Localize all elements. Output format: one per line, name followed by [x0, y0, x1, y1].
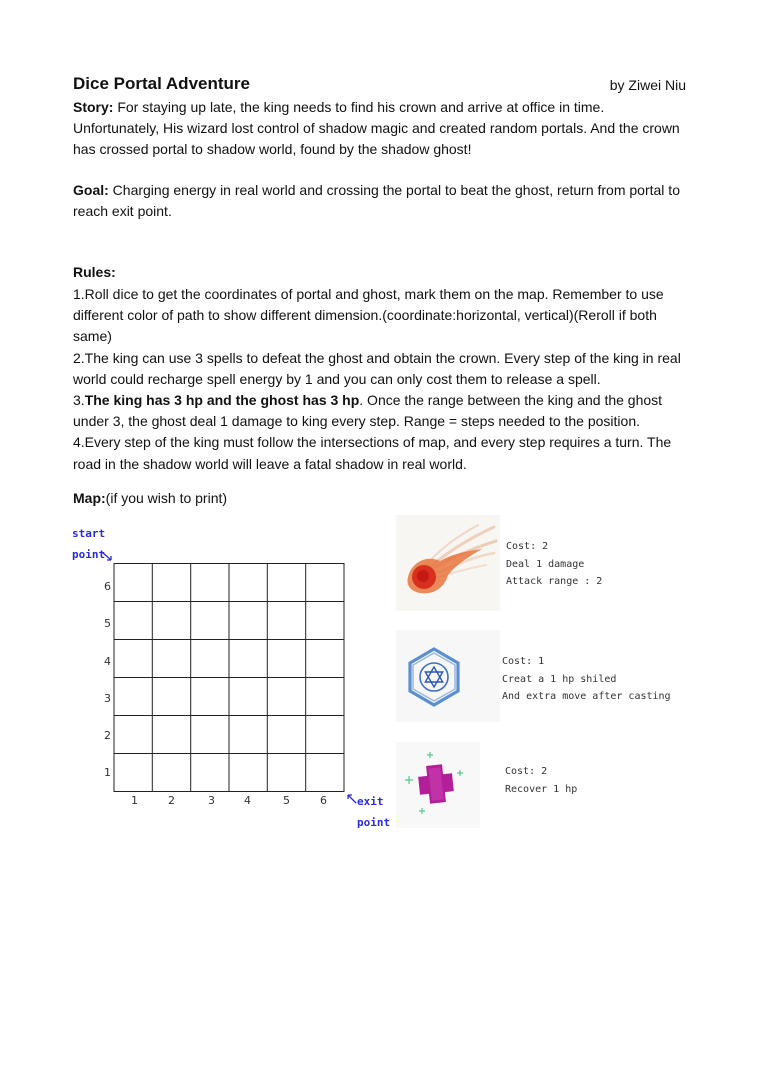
x-tick: 3 — [208, 794, 215, 807]
fire-spell-info — [506, 538, 602, 591]
map-grid[interactable] — [112, 562, 348, 794]
rules-heading: Rules: — [73, 264, 116, 280]
shield-spell-extra: And extra move after casting — [502, 691, 671, 702]
rule-4: 4.Every step of the king must follow the intersections of map, and every step requires a turn. The road in the shadow world will leave a fatal shadow in real world. — [73, 434, 672, 472]
heal-spell-effect: Recover 1 hp — [505, 783, 578, 795]
fire-spell-cost: Cost: 2 — [506, 541, 549, 552]
map-heading — [73, 490, 227, 506]
exit-point-label-line1: exit — [357, 795, 384, 808]
hexagram-shield-icon — [396, 630, 500, 722]
x-tick: 5 — [283, 794, 290, 807]
y-tick: 1 — [104, 766, 111, 779]
magenta-cross-icon — [396, 742, 480, 828]
rule-3-rest: . Once the range between the king and the ghost under 3, the ghost deal 1 damage to king every step. Range = steps needed to the position. — [73, 392, 663, 430]
heal-spell-cost: Cost: 2 — [505, 766, 548, 777]
exit-point-label-line2: point — [357, 816, 391, 829]
y-tick: 5 — [104, 617, 111, 630]
rule-1: 1.Roll dice to get the coordinates of portal and ghost, mark them on the map. Remember to use different color of path to show different dimension.(coordinate:horizontal, vertical)(Reroll if both same) — [73, 286, 664, 345]
y-tick: 4 — [104, 655, 111, 668]
story-label: Story: — [73, 99, 114, 115]
start-arrow-icon — [100, 550, 114, 562]
shield-spell-cost: Cost: 1 — [502, 656, 545, 667]
x-tick: 1 — [131, 794, 138, 807]
map-note: (if you wish to print) — [105, 490, 228, 506]
fireball-icon — [396, 515, 500, 611]
story-text: For staying up late, the king needs to find his crown and arrive at office in time. Unfortunately, His wizard lost control of shadow magic and created random portals. And the crown has crossed portal to shadow world, found by the shadow ghost! — [73, 99, 680, 158]
rules-list — [73, 284, 693, 475]
y-tick: 2 — [104, 729, 111, 742]
author-credit: by Ziwei Niu — [609, 77, 686, 93]
fire-spell-effect: Deal 1 damage — [506, 558, 585, 570]
fire-spell-range: Attack range : 2 — [506, 576, 603, 587]
page-title: Dice Portal Adventure — [73, 74, 250, 93]
rule-3 — [73, 390, 693, 432]
shield-spell-effect: Creat a 1 hp shiled — [502, 673, 617, 685]
x-tick: 4 — [244, 794, 251, 807]
goal-paragraph — [73, 180, 693, 222]
map-label: Map: — [73, 490, 106, 506]
y-tick: 3 — [104, 692, 111, 705]
rule-2: 2.The king can use 3 spells to defeat the ghost and obtain the crown. Every step of the king in real world could recharge spell energy by 1 and you can only cost them to release a spell. — [73, 349, 681, 387]
heal-spell-info — [505, 763, 577, 798]
x-tick: 2 — [168, 794, 175, 807]
start-point-label-line2: point — [72, 548, 106, 561]
rule-3-prefix: 3. — [73, 392, 85, 409]
y-tick: 6 — [104, 580, 111, 593]
goal-label: Goal: — [73, 182, 109, 198]
x-tick: 6 — [320, 794, 327, 807]
shield-spell-info — [502, 653, 671, 706]
story-paragraph — [73, 97, 693, 161]
start-point-label-line1: start — [72, 527, 106, 540]
rule-3-bold: The king has 3 hp and the ghost has 3 hp — [84, 392, 360, 409]
goal-text: Charging energy in real world and crossing the portal to beat the ghost, return from portal to reach exit point. — [73, 182, 680, 220]
